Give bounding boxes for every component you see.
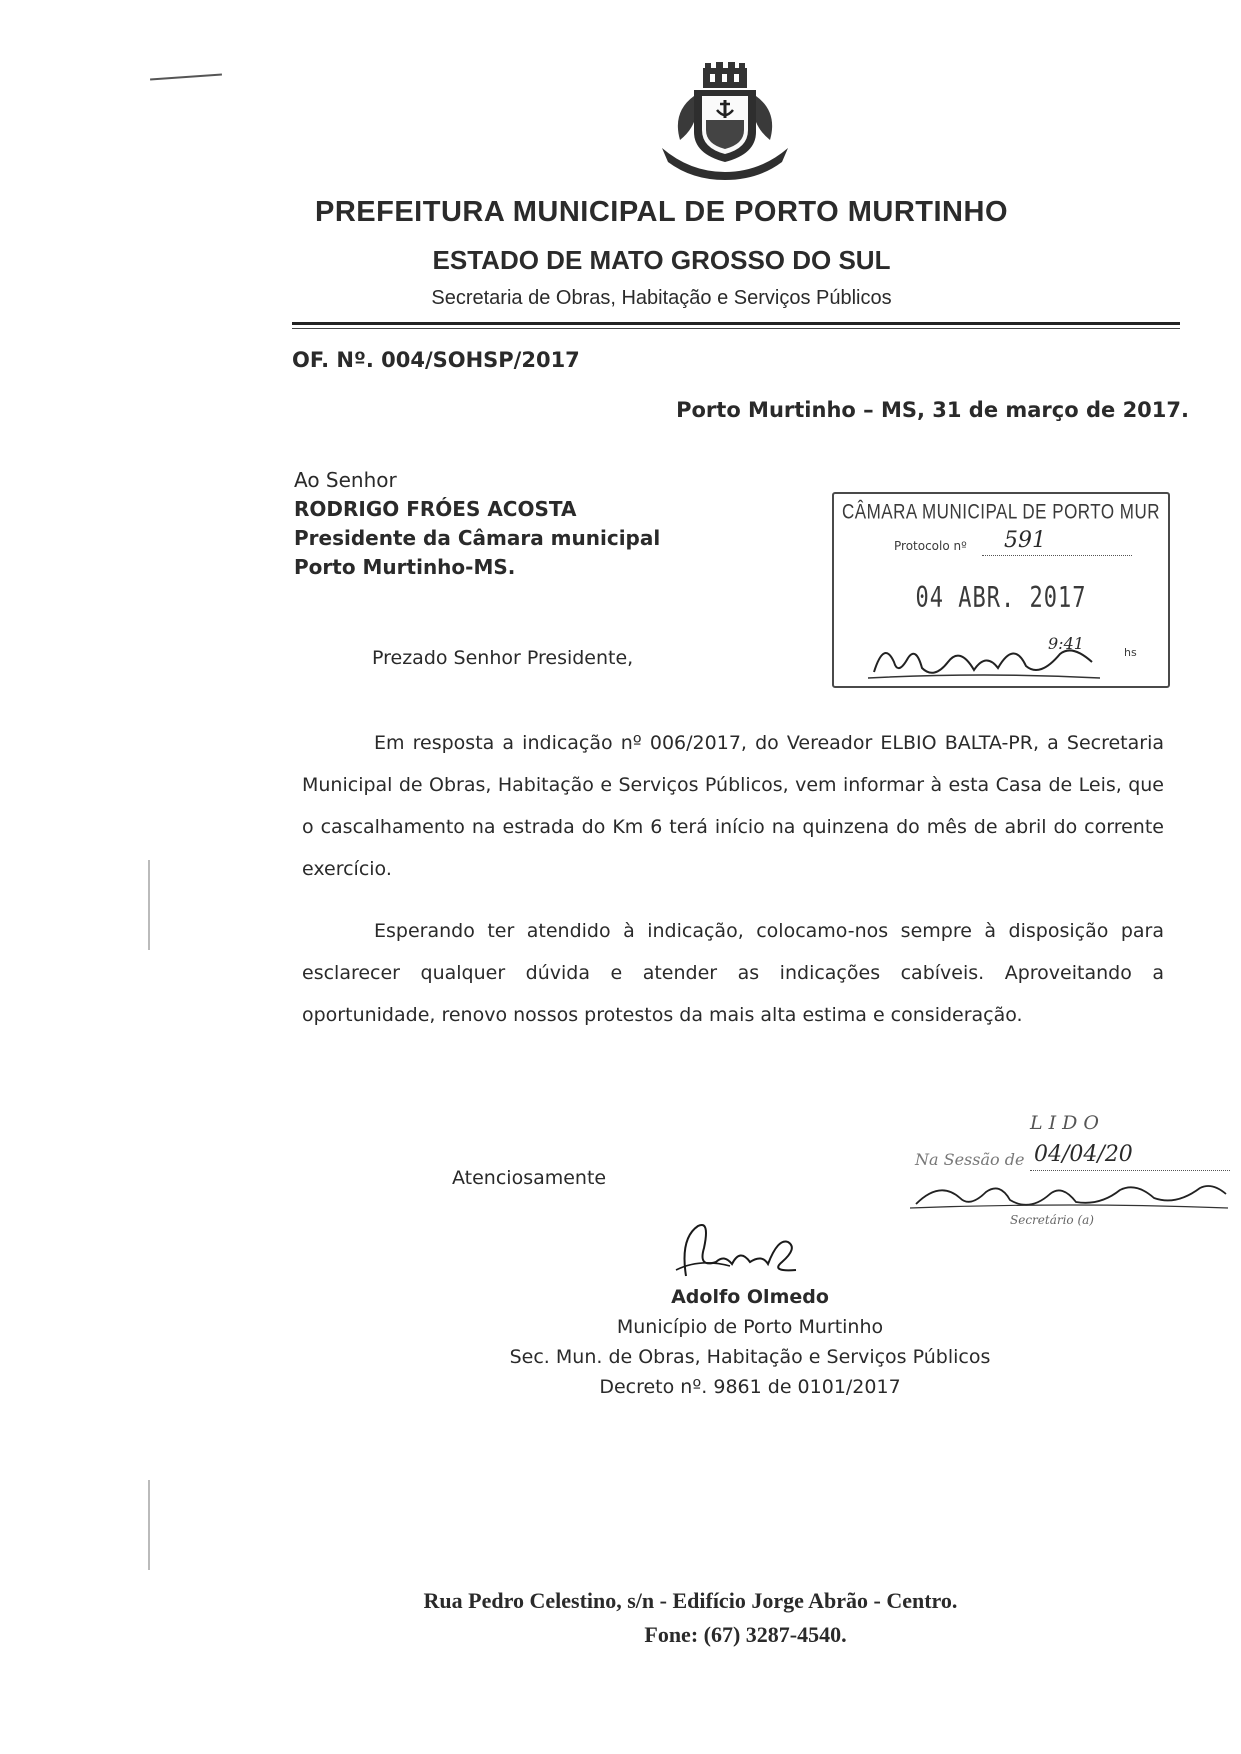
reading-stamp-secretary-label: Secretário (a)	[1010, 1213, 1094, 1227]
greeting: Prezado Senhor Presidente,	[372, 647, 634, 669]
stamp-title: CÂMARA MUNICIPAL DE PORTO MUR	[841, 499, 1161, 524]
footer-address: Rua Pedro Celestino, s/n - Edifício Jorge Abrão - Centro.	[423, 1588, 958, 1613]
reading-stamp-session-label: Na Sessão de	[915, 1150, 1025, 1169]
coat-of-arms-icon	[650, 62, 800, 180]
signatory-name: Adolfo Olmedo	[671, 1286, 829, 1308]
recipient-title: Presidente da Câmara municipal	[294, 526, 661, 550]
scan-mark	[150, 73, 222, 80]
recipient-line: Ao Senhor	[294, 468, 397, 492]
signatory-line: Município de Porto Murtinho	[616, 1316, 884, 1338]
protocol-stamp	[832, 492, 1170, 688]
recipient-city: Porto Murtinho-MS.	[294, 555, 516, 579]
scan-mark	[148, 860, 150, 950]
recipient-name: RODRIGO FRÓES ACOSTA	[294, 497, 577, 521]
body-paragraph: Em resposta a indicação nº 006/2017, do Vereador ELBIO BALTA-PR, a Secretaria Municipal de Obras, Habitação e Serviços Públicos, vem informar à esta Casa de Leis, que o cascalhamento na estrada do Km 6 terá início na quinzena do mês de abril do corrente exercício.	[302, 732, 1164, 880]
header-title: PREFEITURA MUNICIPAL DE PORTO MURTINHO	[315, 196, 1008, 228]
stamp-protocol-label: Protocolo nº	[894, 539, 967, 553]
reading-stamp-signature-icon	[910, 1176, 1230, 1216]
letter-date: Porto Murtinho – MS, 31 de março de 2017.	[676, 398, 1189, 422]
reading-stamp-underline	[1030, 1170, 1230, 1171]
header-state: ESTADO DE MATO GROSSO DO SUL	[432, 245, 891, 275]
header-divider	[292, 322, 1180, 325]
letter-number: OF. Nº. 004/SOHSP/2017	[292, 348, 580, 372]
header-divider-thin	[292, 328, 1180, 329]
stamp-time: 9:41	[1048, 634, 1084, 653]
header-department: Secretaria de Obras, Habitação e Serviços Públicos	[431, 287, 892, 309]
stamp-protocol-number: 591	[1004, 528, 1046, 553]
footer-phone: Fone: (67) 3287-4540.	[644, 1622, 847, 1647]
stamp-signature-icon	[864, 632, 1104, 684]
stamp-date: 04 ABR. 2017	[915, 582, 1087, 615]
body-paragraph: Esperando ter atendido à indicação, colocamo-nos sempre à disposição para esclarecer qualquer dúvida e atender as indicações cabíveis. Aproveitando a oportunidade, renovo nossos protestos da mais alta estima e consideração.	[302, 920, 1164, 1026]
handwritten-signature-icon	[670, 1218, 810, 1288]
closing: Atenciosamente	[452, 1167, 607, 1189]
signatory-line: Sec. Mun. de Obras, Habitação e Serviços Públicos	[509, 1346, 991, 1368]
scan-mark	[148, 1480, 150, 1570]
signatory-line: Decreto nº. 9861 de 0101/2017	[599, 1376, 901, 1398]
stamp-hours-label: hs	[1124, 646, 1137, 659]
stamp-protocol-underline	[982, 555, 1132, 556]
signature-block	[430, 1282, 1070, 1402]
recipient-block	[294, 466, 660, 582]
reading-stamp-lido: LIDO	[1030, 1112, 1105, 1134]
reading-stamp-session-date: 04/04/20	[1034, 1142, 1133, 1167]
